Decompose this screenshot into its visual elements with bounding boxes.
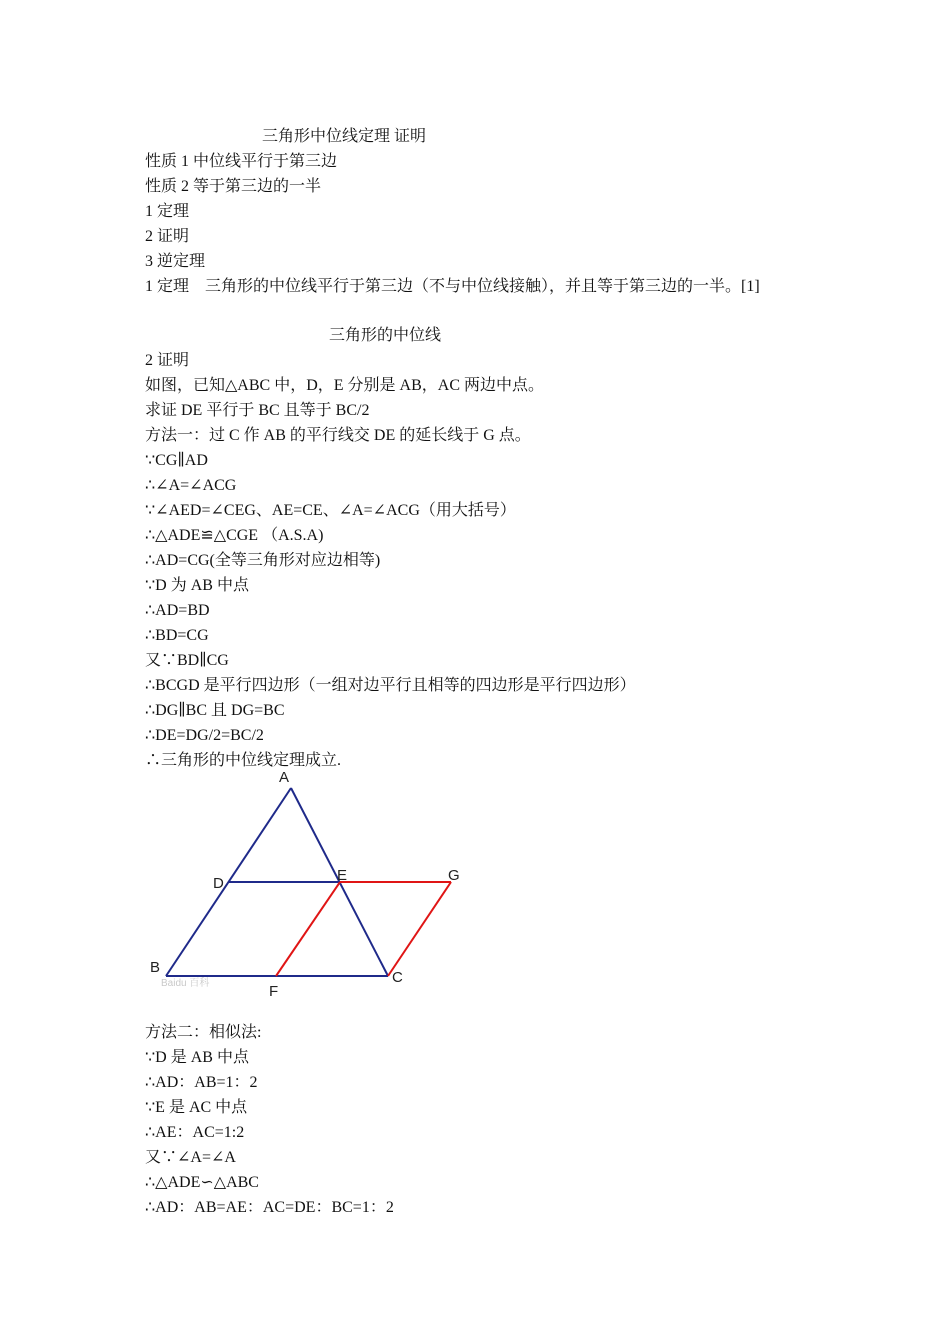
theorem-statement: 1 定理 三角形的中位线平行于第三边（不与中位线接触），并且等于第三边的一半。[1]	[145, 278, 760, 295]
label-e: E	[337, 867, 348, 884]
label-d: D	[213, 875, 224, 892]
proof1-line-10: ∵D 为 AB 中点	[145, 577, 249, 594]
proof1-line-8: ∴△ADE≌△CGE （A.S.A)	[145, 527, 324, 544]
midline-figure	[145, 764, 475, 1004]
proof2-line-1: 方法二：相似法:	[145, 1024, 262, 1041]
intro-line-2: 性质 2 等于第三边的一半	[145, 178, 322, 195]
intro-line-4: 2 证明	[145, 228, 190, 245]
proof1-line-7: ∵∠AED=∠CEG、AE=CE、∠A=∠ACG（用大括号）	[145, 502, 516, 519]
intro-line-3: 1 定理	[145, 203, 190, 220]
proof1-line-9: ∴AD=CG(全等三角形对应边相等)	[145, 552, 381, 569]
proof1-line-11: ∴AD=BD	[145, 602, 210, 619]
proof2-line-6: 又∵∠A=∠A	[145, 1149, 236, 1166]
proof1-line-5: ∵CG∥AD	[145, 452, 208, 469]
proof1-line-14: ∴BCGD 是平行四边形（一组对边平行且相等的四边形是平行四边形）	[145, 677, 636, 694]
segment-ef	[276, 882, 340, 976]
label-g: G	[448, 867, 460, 884]
watermark: Baidu 百科	[161, 978, 210, 989]
proof2-line-2: ∵D 是 AB 中点	[145, 1049, 249, 1066]
doc-title: 三角形中位线定理 证明	[262, 128, 427, 145]
proof1-line-17: ∴三角形的中位线定理成立.	[145, 752, 342, 769]
proof1-line-1: 2 证明	[145, 352, 190, 369]
proof2-line-7: ∴△ADE∽△ABC	[145, 1174, 259, 1191]
label-c: C	[392, 969, 403, 986]
proof1-line-4: 方法一：过 C 作 AB 的平行线交 DE 的延长线于 G 点。	[145, 427, 531, 444]
midline-diagram	[145, 764, 475, 1004]
proof1-line-3: 求证 DE 平行于 BC 且等于 BC/2	[145, 402, 370, 419]
proof1-line-12: ∴BD=CG	[145, 627, 209, 644]
proof2-line-8: ∴AD：AB=AE：AC=DE：BC=1：2	[145, 1199, 394, 1216]
proof2-line-3: ∴AD：AB=1：2	[145, 1074, 258, 1091]
proof1-line-13: 又∵BD∥CG	[145, 652, 229, 669]
section-subtitle: 三角形的中位线	[329, 327, 442, 344]
proof1-line-2: 如图，已知△ABC 中，D，E 分别是 AB，AC 两边中点。	[145, 377, 544, 394]
proof2-line-4: ∵E 是 AC 中点	[145, 1099, 248, 1116]
proof1-line-6: ∴∠A=∠ACG	[145, 477, 237, 494]
label-f: F	[269, 983, 279, 1000]
segment-cg	[388, 882, 451, 976]
intro-line-1: 性质 1 中位线平行于第三边	[145, 153, 338, 170]
label-b: B	[150, 959, 161, 976]
label-a: A	[279, 769, 290, 786]
proof2-line-5: ∴AE：AC=1:2	[145, 1124, 245, 1141]
proof1-line-15: ∴DG∥BC 且 DG=BC	[145, 702, 285, 719]
intro-line-5: 3 逆定理	[145, 253, 206, 270]
proof1-line-16: ∴DE=DG/2=BC/2	[145, 727, 264, 744]
